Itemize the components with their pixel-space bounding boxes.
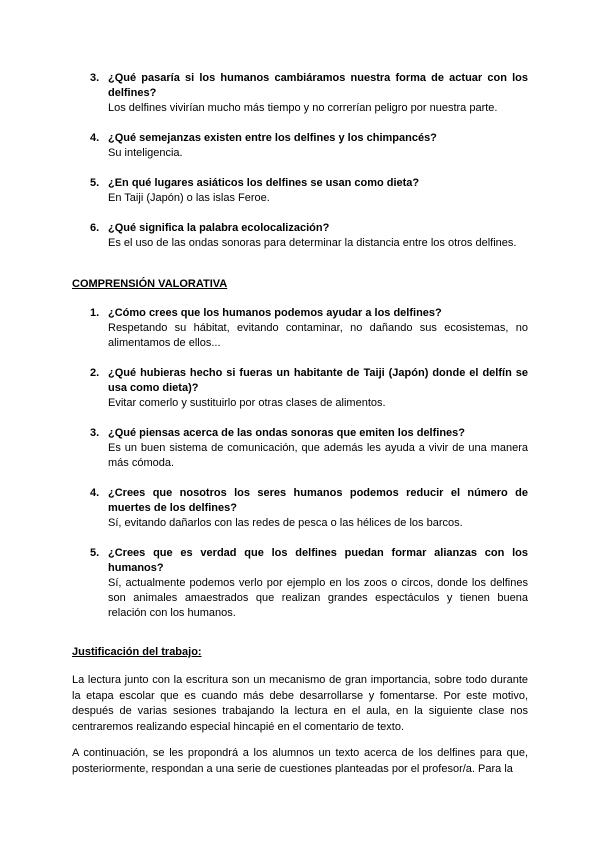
item-number: 3. xyxy=(90,427,100,439)
list-item xyxy=(0,221,600,251)
list-item xyxy=(0,71,600,116)
item-number: 4. xyxy=(90,132,100,144)
answer-text: Su inteligencia. xyxy=(108,147,183,159)
list-item xyxy=(0,306,600,351)
item-number: 4. xyxy=(90,487,100,499)
question-list-valorativa xyxy=(0,306,600,621)
question-text: ¿Qué piensas acerca de las ondas sonoras que emiten los delfines? xyxy=(108,427,466,439)
answer-text: Respetando su hábitat, evitando contaminar, no dañando sus ecosistemas, no alimentamos de ellos... xyxy=(108,322,528,349)
answer-text: Los delfines vivirían mucho más tiempo y no correrían peligro por nuestra parte. xyxy=(108,102,498,114)
question-text: ¿Qué pasaría si los humanos cambiáramos nuestra forma de actuar con los delfines? xyxy=(108,72,528,99)
question-text: ¿Qué hubieras hecho si fueras un habitante de Taiji (Japón) donde el delfín se usa como dieta)? xyxy=(108,367,528,394)
item-number: 5. xyxy=(90,177,100,189)
body-paragraph: A continuación, se les propondrá a los alumnos un texto acerca de los delfines para que, posteriormente, respondan a una serie de cuestiones planteadas por el profesor/a. Para la xyxy=(72,747,528,775)
answer-text: Sí, actualmente podemos verlo por ejemplo en los zoos o circos, donde los delfines son animales amaestrados que realizan grandes espectáculos y tienen buena relación con los humanos. xyxy=(108,577,528,619)
section-heading-justificacion: Justificación del trabajo: xyxy=(72,646,202,658)
question-text: ¿Qué semejanzas existen entre los delfines y los chimpancés? xyxy=(108,132,437,144)
list-item xyxy=(0,366,600,411)
question-text: ¿Crees que es verdad que los delfines puedan formar alianzas con los humanos? xyxy=(108,547,528,574)
item-number: 3. xyxy=(90,72,100,84)
question-text: ¿Qué significa la palabra ecolocalización? xyxy=(108,222,330,234)
question-text: ¿Crees que nosotros los seres humanos podemos reducir el número de muertes de los delfines? xyxy=(108,487,528,514)
body-paragraph: La lectura junto con la escritura son un mecanismo de gran importancia, sobre todo durante la etapa escolar que es cuando más debe desarrollarse y fomentarse. Por este motivo, después de varias sesiones trabajando la lectura en el aula, en la siguiente clase nos centraremos realizando especial hincapié en el comentario de texto. xyxy=(72,674,528,733)
answer-text: En Taiji (Japón) o las islas Feroe. xyxy=(108,192,270,204)
section-heading-valorativa: COMPRENSIÓN VALORATIVA xyxy=(72,278,228,290)
answer-text: Es un buen sistema de comunicación, que además les ayuda a vivir de una manera más cómoda. xyxy=(108,442,528,469)
item-number: 2. xyxy=(90,367,100,379)
question-list-literal xyxy=(0,71,600,251)
item-number: 6. xyxy=(90,222,100,234)
question-text: ¿En qué lugares asiáticos los delfines se usan como dieta? xyxy=(108,177,420,189)
answer-text: Es el uso de las ondas sonoras para determinar la distancia entre los otros delfines. xyxy=(108,237,517,249)
list-item xyxy=(0,176,600,206)
list-item xyxy=(0,426,600,471)
question-text: ¿Cómo crees que los humanos podemos ayudar a los delfines? xyxy=(108,307,442,319)
list-item xyxy=(0,546,600,621)
answer-text: Evitar comerlo y sustituirlo por otras clases de alimentos. xyxy=(108,397,386,409)
list-item xyxy=(0,131,600,161)
list-item xyxy=(0,486,600,531)
item-number: 1. xyxy=(90,307,100,319)
item-number: 5. xyxy=(90,547,100,559)
answer-text: Sí, evitando dañarlos con las redes de pesca o las hélices de los barcos. xyxy=(108,517,463,529)
